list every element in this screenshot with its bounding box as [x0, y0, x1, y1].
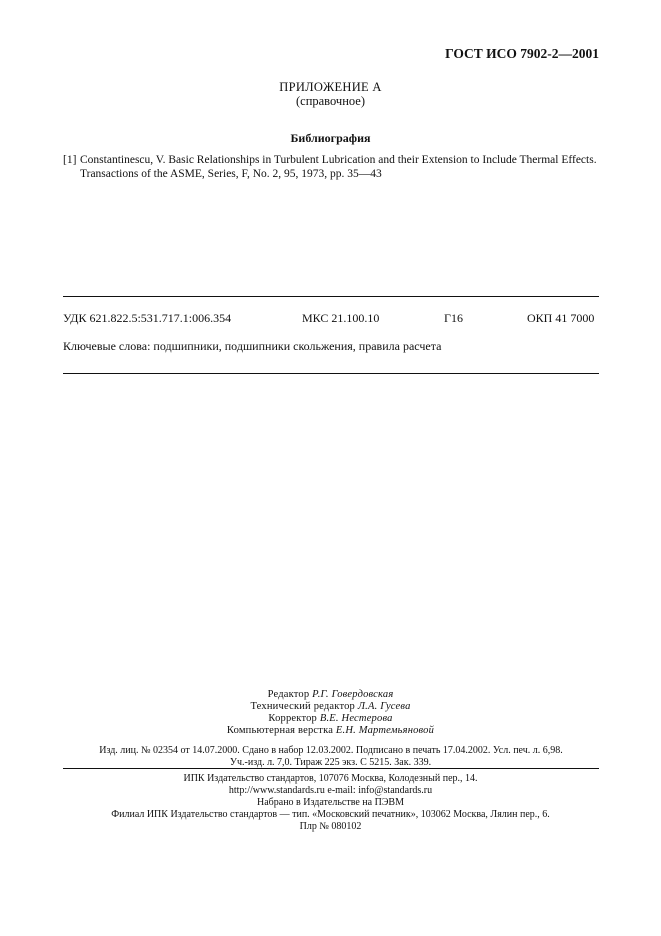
bibliography-entry-text: Constantinescu, V. Basic Relationships in Turbulent Lubrication and their Extension to Include Thermal Effects. Transactions of the ASME, Series, F, No. 2, 95, 1973, pp. 35—43: [80, 154, 597, 180]
bottom-divider: [63, 373, 599, 374]
layout-label: Компьютерная верстка: [226, 725, 334, 736]
corrector-name: В.Е. Нестерова: [319, 713, 393, 724]
standard-header: ГОСТ ИСО 7902-2—2001: [445, 46, 599, 61]
layout-line: [0, 725, 661, 736]
group-code: Г16: [444, 311, 463, 325]
appendix-title: ПРИЛОЖЕНИЕ А: [279, 80, 382, 94]
typeset-note: Набрано в Издательстве на ПЭВМ: [257, 797, 404, 808]
imprint-divider: [63, 768, 599, 769]
bibliography-entry: [63, 154, 603, 181]
okp-code: ОКП 41 7000: [527, 311, 595, 325]
publisher-address: ИПК Издательство стандартов, 107076 Москва, Колодезный пер., 14.: [183, 773, 478, 784]
corrector-line: [0, 713, 661, 724]
udk-code: УДК 621.822.5:531.717.1:006.354: [63, 311, 232, 325]
appendix-subtitle: (справочное): [295, 94, 366, 108]
corrector-label: Корректор: [268, 713, 318, 724]
editor-name: Р.Г. Говердовская: [312, 689, 394, 700]
top-divider: [63, 296, 599, 297]
license-number: Плр № 080102: [299, 821, 362, 832]
publisher-contacts: http://www.standards.ru e-mail: info@standards.ru: [228, 785, 433, 796]
mks-code: МКС 21.100.10: [302, 311, 380, 325]
bibliography-entry-number: [1]: [63, 154, 77, 166]
publication-details: Изд. лиц. № 02354 от 14.07.2000. Сдано в набор 12.03.2002. Подписано в печать 17.04.2002. Усл. печ. л. 6,98.: [99, 745, 563, 756]
bibliography-title: Библиография: [290, 131, 371, 145]
tech-editor-name: Л.А. Гусева: [357, 701, 411, 712]
publication-details-2: Уч.-изд. л. 7,0. Тираж 225 экз. С 5215. Зак. 339.: [229, 757, 432, 768]
editor-label: Редактор: [267, 689, 310, 700]
editor-line: [0, 689, 661, 700]
layout-name: Е.Н. Мартемьяновой: [335, 725, 435, 736]
printer-address: Филиал ИПК Издательство стандартов — тип. «Московский печатник», 103062 Москва, Лялин пер., 6.: [111, 809, 550, 820]
keywords: Ключевые слова: подшипники, подшипники скольжения, правила расчета: [63, 339, 442, 353]
tech-editor-label: Технический редактор: [250, 701, 355, 712]
tech-editor-line: [0, 701, 661, 712]
